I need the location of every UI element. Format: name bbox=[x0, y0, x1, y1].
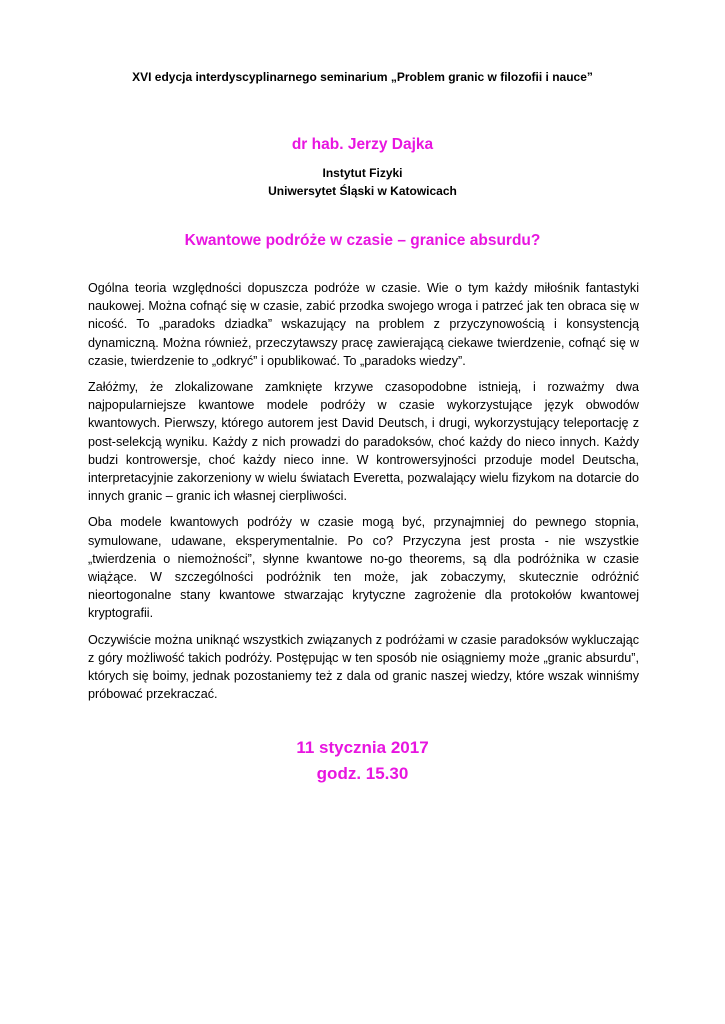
event-date: 11 stycznia 2017 bbox=[296, 738, 429, 757]
abstract-paragraph: Załóżmy, że zlokalizowane zamknięte krzywe czasopodobne istnieją, i rozważmy dwa najpopularniejsze kwantowe modele podróży w czasie wykorzystujące język obwodów kwantowych. Pierwszy, którego autorem jest David Deutsch, i drugi, wykorzystujący teleportację z post-selekcją wyniku. Każdy z nich prowadzi do paradoksów, choć każdy do nieco innych. Każdy budzi kontrowersje, choć każdy nieco inne. W kontrowersyjności przoduje model Deutscha, interpretacyjnie zakorzeniony w wielu światach Everetta, pozwalający wielu fizykom na dotarcie do innych granic – granic ich własnej cierpliwości. bbox=[88, 380, 639, 504]
event-time: godz. 15.30 bbox=[316, 764, 409, 783]
abstract-paragraph: Ogólna teoria względności dopuszcza podróże w czasie. Wie o tym każdy miłośnik fantastyki naukowej. Można cofnąć się w czasie, zabić przodka swojego wroga i patrzeć jak ten obraca się w nicość. To „paradoks dziadka” wskazujący na problem z przyczynowością i konsystencją dynamiczną. Można również, przeczytawszy pracę zawierającą ciekawe twierdzenie, cofnąć się w czasie, twierdzenie to „odkryć” i opublikować. To „paradoks wiedzy”. bbox=[88, 281, 639, 368]
abstract bbox=[88, 279, 639, 711]
abstract-paragraph: Oczywiście można uniknąć wszystkich związanych z podróżami w czasie paradoksów wykluczając z góry możliwość takich podróży. Postępując w ten sposób nie osiągniemy może „granic absurdu”, których się boimy, jednak pozostaniemy też z dala od granic naszej wiedzy, które wszak winniśmy próbować przekraczać. bbox=[88, 632, 639, 702]
speaker-institute: Instytut Fizyki bbox=[322, 166, 403, 180]
seminar-series-heading: XVI edycja interdyscyplinarnego seminarium „Problem granic w filozofii i nauce” bbox=[132, 70, 593, 84]
speaker-name: dr hab. Jerzy Dajka bbox=[291, 136, 434, 153]
abstract-paragraph: Oba modele kwantowych podróży w czasie mogą być, przynajmniej do pewnego stopnia, symulowane, udawane, eksperymentalnie. Po co? Przyczyna jest prosta - nie wszystkie „twierdzenia o niemożności”, słynne kwantowe no-go theorems, są dla podróżnika w czasie wiążące. W szczególności podróżnik ten może, jak zobaczymy, skutecznie odróżnić nieortogonalne stany kwantowe stwarzając krytyczne zagrożenie dla protokołów kwantowej kryptografii. bbox=[88, 515, 639, 621]
speaker-university: Uniwersytet Śląski w Katowicach bbox=[268, 184, 457, 198]
talk-title: Kwantowe podróże w czasie – granice absurdu? bbox=[184, 232, 541, 249]
